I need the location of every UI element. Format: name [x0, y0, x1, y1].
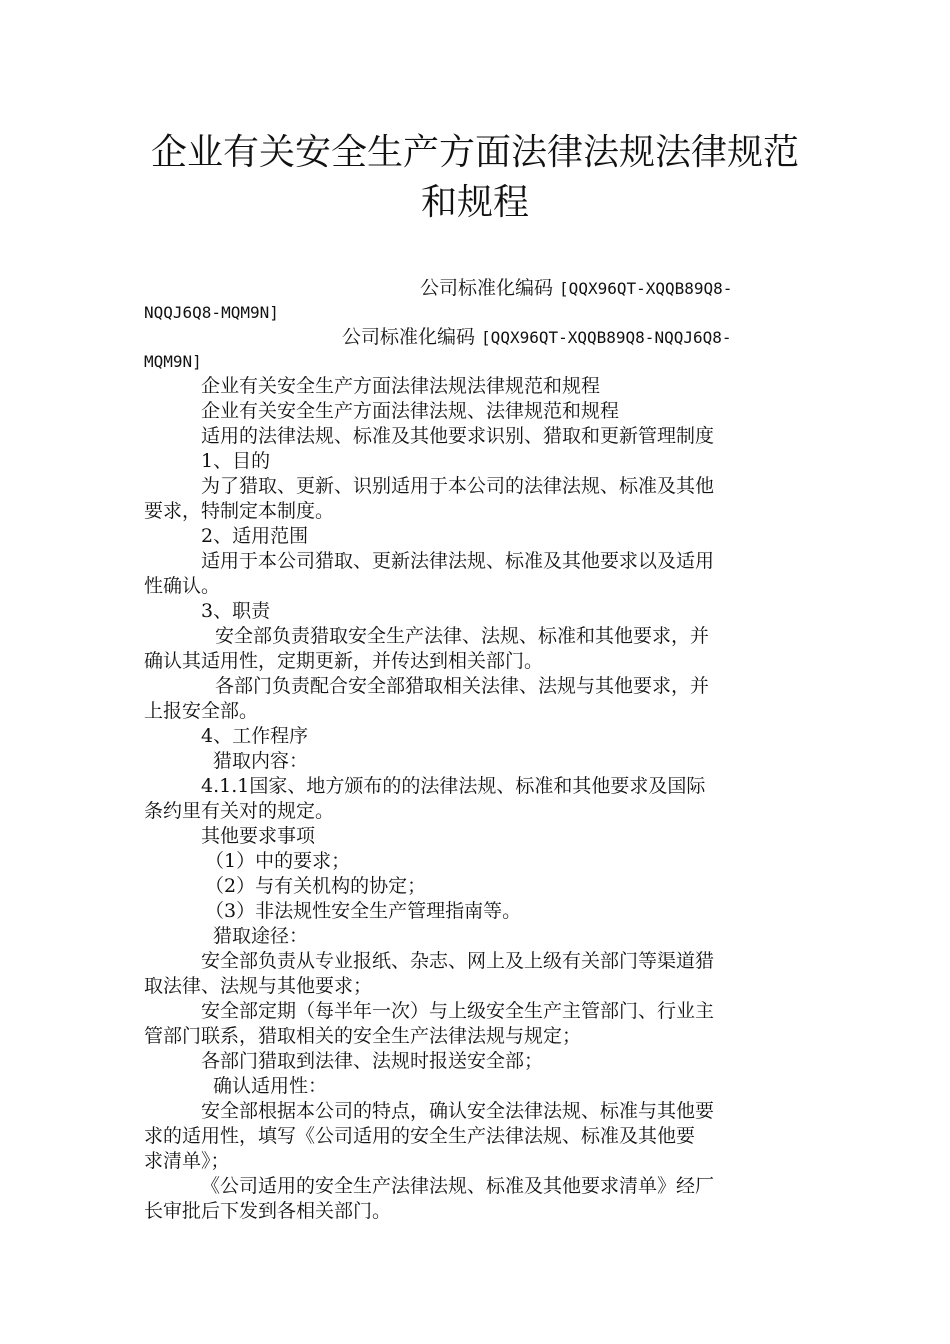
paragraph-line: 取法律、法规与其他要求；: [144, 975, 373, 997]
paragraph-line: 条约里有关对的规定。: [144, 800, 335, 822]
section-heading: 2、适用范围: [201, 525, 309, 547]
section-heading: 4、工作程序: [201, 725, 309, 747]
section-heading: 1、目的: [201, 450, 271, 472]
subsection-heading: 其他要求事项: [201, 825, 316, 847]
page-title-line-2: 和规程: [420, 182, 529, 223]
section-heading: 3、职责: [201, 600, 271, 622]
paragraph-line: 性确认。: [144, 575, 221, 597]
paragraph-line: 为了猎取、更新、识别适用于本公司的法律法规、标准及其他: [201, 475, 715, 497]
subsection-heading: 猎取途径：: [213, 925, 309, 947]
paragraph-line: 安全部负责从专业报纸、杂志、网上及上级有关部门等渠道猎: [201, 950, 715, 972]
paragraph-line: 上报安全部。: [144, 700, 259, 722]
page-title-line-1: 企业有关安全生产方面法律法规法律规范: [150, 132, 799, 173]
subsection-heading: 猎取内容：: [213, 750, 309, 772]
code-value: [QQX96QT-XQQB89Q8-NQQJ6Q8-: [481, 328, 732, 347]
code-value: MQM9N]: [144, 352, 202, 371]
paragraph-line: 求清单》；: [144, 1150, 230, 1172]
paragraph-line: 各部门猎取到法律、法规时报送安全部；: [201, 1050, 544, 1072]
subsection-heading: 确认适用性：: [213, 1075, 328, 1097]
doc-heading: 企业有关安全生产方面法律法规、法律规范和规程: [201, 400, 620, 422]
paragraph-line: 安全部根据本公司的特点，确认安全法律法规、标准与其他要: [201, 1100, 715, 1122]
list-item: （2）与有关机构的协定；: [205, 875, 427, 897]
paragraph-line: 《公司适用的安全生产法律法规、标准及其他要求清单》经厂: [201, 1175, 715, 1197]
paragraph-line: 安全部定期（每半年一次）与上级安全生产主管部门、行业主: [201, 1000, 715, 1022]
code-line-2: [144, 300, 806, 325]
doc-heading: 适用的法律法规、标准及其他要求识别、猎取和更新管理制度: [201, 425, 715, 447]
doc-heading: 企业有关安全生产方面法律法规法律规范和规程: [201, 375, 601, 397]
code-line-1: [420, 276, 810, 301]
code-value: NQQJ6Q8-MQM9N]: [144, 303, 279, 322]
code-label: 公司标准化编码: [342, 326, 482, 348]
code-line-4: [144, 349, 806, 374]
paragraph-line: 长审批后下发到各相关部门。: [144, 1200, 392, 1222]
code-value: [QQX96QT-XQQB89Q8-: [559, 279, 733, 298]
code-line-3: [342, 325, 810, 350]
paragraph-line: 管部门联系，猎取相关的安全生产法律法规与规定；: [144, 1025, 582, 1047]
list-item: （1）中的要求；: [205, 850, 351, 872]
paragraph-line: 各部门负责配合安全部猎取相关法律、法规与其他要求，并: [215, 675, 710, 697]
code-label: 公司标准化编码: [420, 277, 560, 299]
paragraph-line: 要求，特制定本制度。: [144, 500, 335, 522]
paragraph-line: 求的适用性，填写《公司适用的安全生产法律法规、标准及其他要: [144, 1125, 696, 1147]
paragraph-line: 确认其适用性，定期更新，并传达到相关部门。: [144, 650, 544, 672]
paragraph-line: 适用于本公司猎取、更新法律法规、标准及其他要求以及适用: [201, 550, 715, 572]
list-item: （3）非法规性安全生产管理指南等。: [205, 900, 522, 922]
paragraph-line: 安全部负责猎取安全生产法律、法规、标准和其他要求，并: [215, 625, 710, 647]
paragraph-line: 4.1.1国家、地方颁布的的法律法规、标准和其他要求及国际: [201, 775, 706, 797]
